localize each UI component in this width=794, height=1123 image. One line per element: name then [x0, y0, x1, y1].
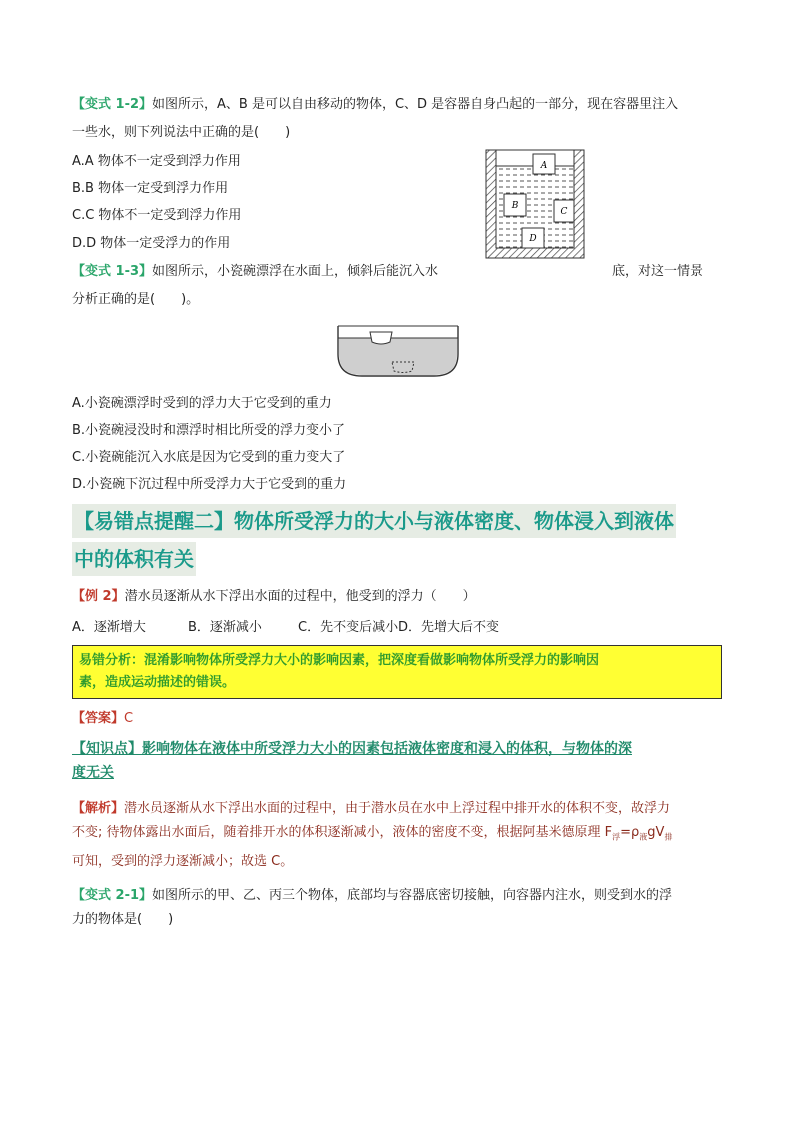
v13-option-a: A.小瓷碗漂浮时受到的浮力大于它受到的重力	[72, 396, 332, 411]
label-b: B	[511, 201, 519, 211]
sub-float: 浮	[612, 832, 621, 842]
v21	[72, 884, 724, 932]
v21-stem2: 力的物体是( )	[72, 912, 174, 927]
ex2-options	[72, 619, 499, 637]
answer	[72, 710, 133, 728]
label-d: D	[529, 234, 537, 244]
ex2-option-c: C．先不变后减小	[298, 620, 399, 635]
ex2-option-a: A．逐渐增大	[72, 620, 146, 635]
eq-mid: =ρ	[620, 825, 640, 840]
ex2-stem	[72, 588, 476, 606]
v13-option-d: D.小瓷碗下沉过程中所受浮力大于它受到的重力	[72, 477, 347, 492]
v12-option-b: B.B 物体一定受到浮力作用	[72, 181, 229, 196]
v12-option-a: A.A 物体不一定受到浮力作用	[72, 154, 241, 169]
container-figure	[484, 148, 586, 260]
error-analysis-line1: 易错分析：混淆影响物体所受浮力大小的影响因素，把深度看做影响物体所受浮力的影响因	[79, 653, 600, 668]
eq-g: gV	[647, 825, 665, 840]
v21-stem1: 如图所示的甲、乙、丙三个物体，底部均与容器底密切接触，向容器内注水，则受到水的浮	[152, 888, 673, 903]
v13-stem1a: 如图所示，小瓷碗漂浮在水面上，倾斜后能沉入水	[152, 264, 439, 279]
sub-liquid: 液	[639, 832, 648, 842]
section-heading-line1: 【易错点提醒二】物体所受浮力的大小与液体密度、物体浸入到液体	[72, 504, 676, 538]
knowledge-point	[72, 737, 722, 785]
knowledge-line2: 度无关	[72, 765, 114, 781]
analysis-line3: 可知，受到的浮力逐渐减小；故选 C。	[72, 853, 294, 869]
v13-option-c: C.小瓷碗能沉入水底是因为它受到的重力变大了	[72, 450, 346, 465]
label-c: C	[560, 207, 568, 217]
knowledge-line1: 【知识点】影响物体在液体中所受浮力大小的因素包括液体密度和浸入的体积，与物体的深	[72, 741, 632, 757]
analysis-tag: 【解析】	[72, 801, 125, 816]
ex2-stem-text: 潜水员逐渐从水下浮出水面的过程中，他受到的浮力（ ）	[124, 589, 476, 604]
v12-stem-line2: 一些水，则下列说法中正确的是( )	[72, 125, 291, 140]
ex2-option-b: B．逐渐减小	[188, 620, 262, 635]
v12-option-c: C.C 物体不一定受到浮力作用	[72, 208, 242, 223]
error-analysis-line2: 素，造成运动描述的错误。	[79, 675, 236, 690]
error-analysis-box	[72, 645, 722, 699]
analysis-line2a: 不变; 待物体露出水面后，随着排开水的体积逐渐减小，液体的密度不变，根据阿基米德原理 F	[72, 825, 613, 840]
ex2-option-d: D．先增大后不变	[398, 620, 500, 635]
analysis-line1: 潜水员逐渐从水下浮出水面的过程中，由于潜水员在水中上浮过程中排开水的体积不变，故浮力	[124, 801, 671, 816]
v13-option-b: B.小瓷碗浸没时和漂浮时相比所受的浮力变小了	[72, 423, 346, 438]
answer-value: C	[124, 711, 134, 726]
label-a: A	[540, 161, 548, 171]
v13-stem-line2: 分析正确的是( )。	[72, 292, 200, 307]
v13-tag: 【变式 1-3】	[72, 264, 153, 279]
v12-stem1: 如图所示，A、B 是可以自由移动的物体，C、D 是容器自身凸起的一部分，现在容器里注入	[152, 97, 679, 112]
v12-option-d: D.D 物体一定受浮力的作用	[72, 236, 231, 251]
analysis	[72, 797, 724, 874]
sub-displaced: 排	[664, 832, 673, 842]
v12-tag: 【变式 1-2】	[72, 97, 153, 112]
v13-stem1b: 底，对这一情景	[612, 264, 704, 279]
answer-tag: 【答案】	[72, 711, 125, 726]
v21-tag: 【变式 2-1】	[72, 888, 153, 903]
section-heading-line2: 中的体积有关	[72, 542, 196, 576]
bowl-figure	[336, 320, 460, 380]
ex2-tag: 【例 2】	[72, 589, 125, 604]
v13-stem-line1	[72, 263, 438, 281]
v12-stem-line1	[72, 96, 678, 114]
